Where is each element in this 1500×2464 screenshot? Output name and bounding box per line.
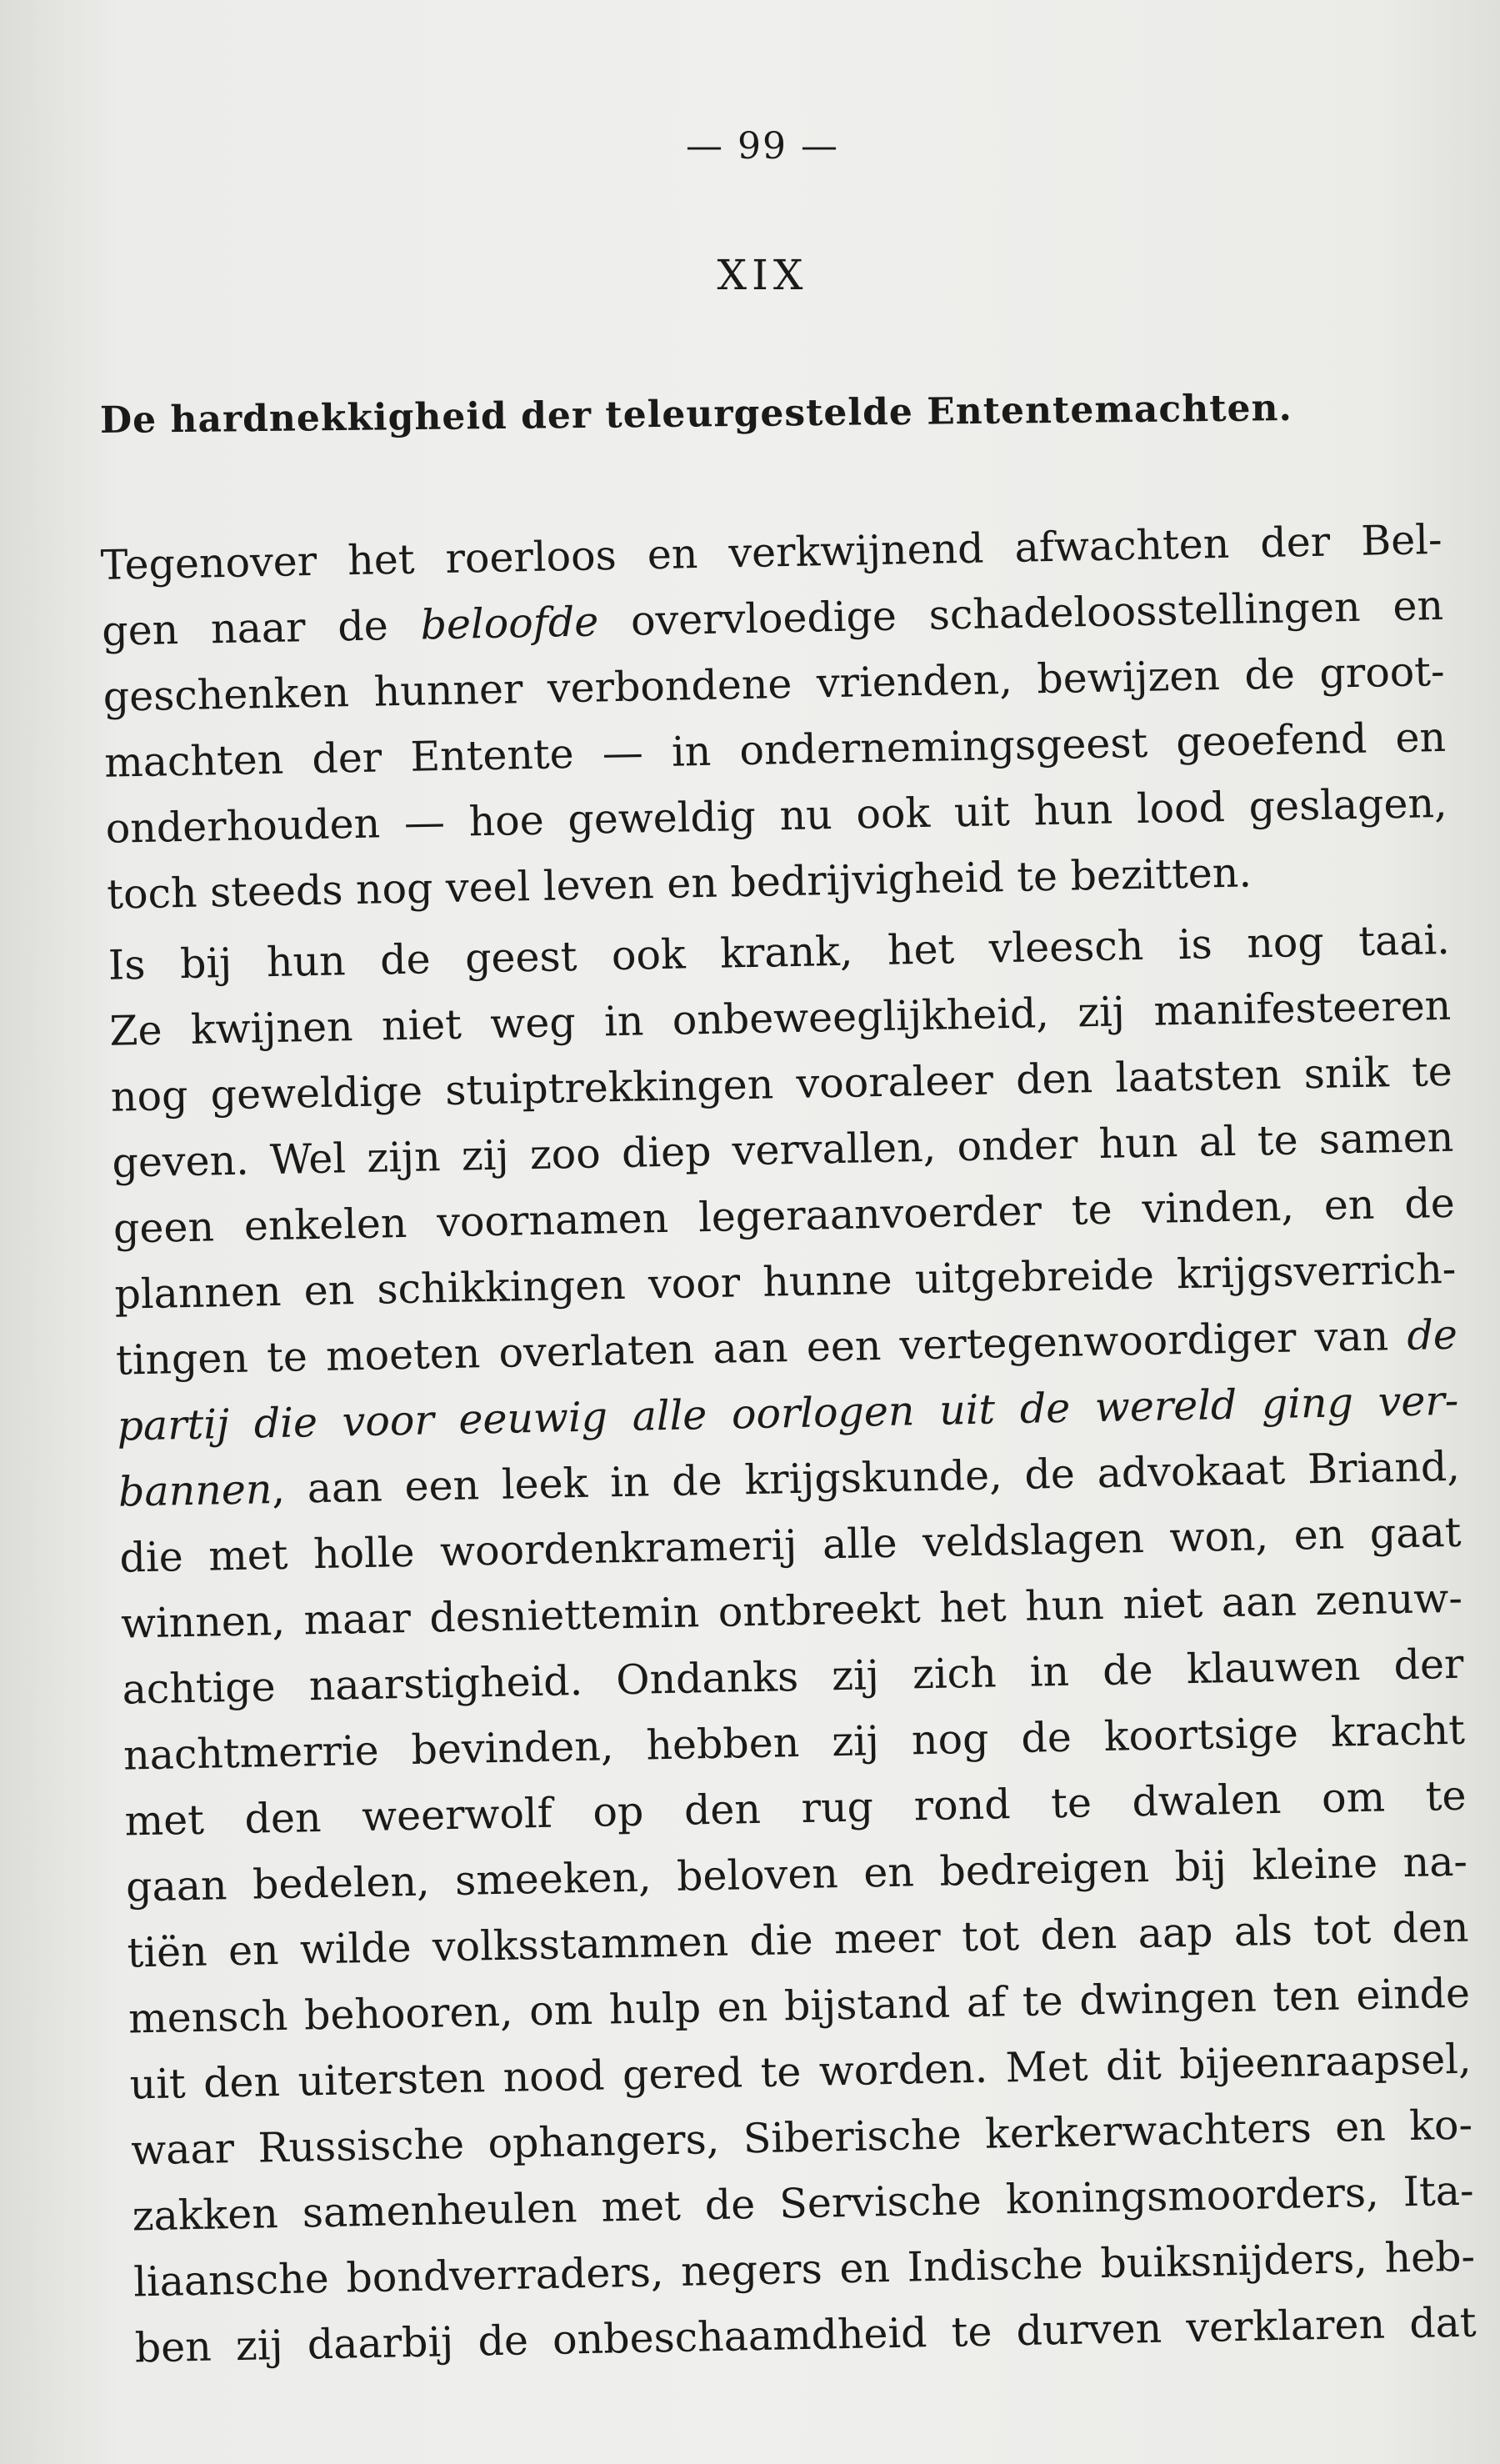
page-number: — 99 —	[686, 125, 839, 168]
text-line: mensch behooren, om hulp en bijstand af te dwingen ten einde	[128, 1969, 1471, 2043]
text-line: ben zij daarbij de onbeschaamdheid te durven verklaren dat	[134, 2298, 1478, 2372]
text-line: plannen en schikkingen voor hunne uitgebreide krijgsverrich-	[113, 1245, 1457, 1319]
text-line: geen enkelen voornamen legeraanvoerder te vinden, en de	[112, 1179, 1456, 1253]
text-line: bannen, aan een leek in de krijgskunde, de advokaat Briand,	[118, 1442, 1461, 1516]
chapter-number: XIX	[717, 251, 808, 299]
text-line: die met holle woordenkramerij alle veldslagen won, en gaat	[119, 1508, 1462, 1582]
text-line: geven. Wel zijn zij zoo diep vervallen, onder hun al te samen	[111, 1113, 1454, 1187]
text-line: machten der Entente — in ondernemingsgeest geoefend en	[103, 713, 1447, 787]
text-line: geschenken hunner verbondene vrienden, bewijzen de groot-	[102, 647, 1446, 721]
chapter-heading: De hardnekkigheid der teleurgestelde Ententemachten.	[99, 387, 1293, 442]
text-line: tingen te moeten overlaten aan een vertegenwoordiger van de	[115, 1310, 1458, 1385]
paragraph-1	[50, 507, 1449, 929]
text-line: onderhouden — hoe geweldig nu ook uit hun lood geslagen,	[105, 779, 1448, 853]
text-line: zakken samenheulen met de Servische koningsmoorders, Ita-	[132, 2166, 1475, 2241]
text-line: liaansche bondverraders, negers en Indische buiksnijders, heb-	[132, 2232, 1476, 2306]
text-line: met den weerwolf op den rug rond te dwalen om te	[124, 1771, 1467, 1845]
paragraph-2	[58, 907, 1477, 2382]
body-text	[50, 507, 1477, 2382]
text-line: winnen, maar desniettemin ontbreekt het hun niet aan zenuw-	[120, 1574, 1463, 1648]
text-line: Ze kwijnen niet weg in onbeweeglijkheid, zij manifesteeren	[108, 981, 1452, 1055]
text-line: uit den uitersten nood gered te worden. Met dit bijeenraapsel,	[129, 2035, 1472, 2109]
text-line: toch steeds nog veel leven en bedrijvigheid te bezitten.	[106, 849, 1252, 919]
italic-word: bannen	[118, 1465, 272, 1516]
text-line: gaan bedelen, smeeken, beloven en bedreigen bij kleine na-	[125, 1837, 1468, 1911]
text-line: tiën en wilde volksstammen die meer tot den aap als tot den	[127, 1903, 1469, 1977]
text-line: achtige naarstigheid. Ondanks zij zich in de klauwen der	[122, 1640, 1464, 1714]
italic-word: beloofde	[420, 598, 599, 649]
text-line: nachtmerrie bevinden, hebben zij nog de koortsige kracht	[122, 1705, 1466, 1780]
italic-word: de	[1406, 1310, 1458, 1360]
text-line: nog geweldige stuiptrekkingen vooraleer den laatsten snik te	[110, 1047, 1453, 1121]
italic-text: partij die voor eeuwig alle oorlogen uit de wereld ging ver-	[117, 1376, 1459, 1450]
text-line: Is bij hun de geest ook krank, het vleesch is nog taai.	[108, 915, 1451, 989]
text-line: waar Russische ophangers, Siberische kerkerwachters en ko-	[130, 2101, 1473, 2175]
text-line: gen naar de beloofde overvloedige schadeloosstellingen en	[101, 581, 1444, 655]
text-line: Tegenover het roerloos en verkwijnend afwachten der Bel-	[100, 515, 1442, 589]
